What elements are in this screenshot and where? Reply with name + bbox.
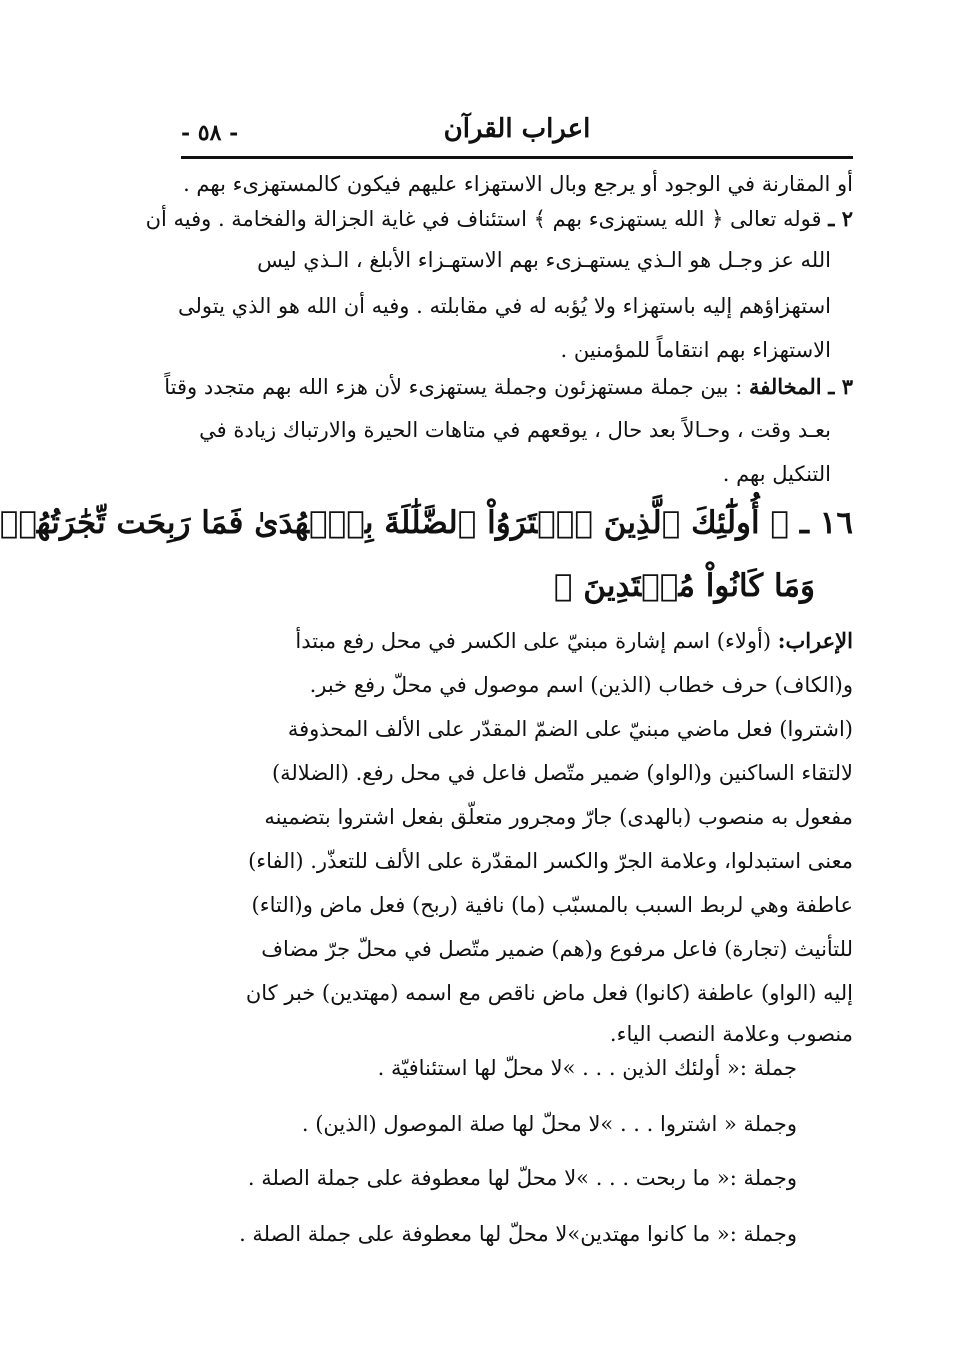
page-number: - ٥٨ - [181,120,239,146]
point2-line4: الاستهزاء بهم انتقاماً للمؤمنين . [560,338,831,362]
irab-line9: إليه (الواو) عاطفة (كانوا) فعل ماض ناقص مع اسمه (مهتدين) خبر كان [245,981,853,1005]
jumla-1: جملة :« أولئك الذين . . . »لا محلّ لها استئنافيّة . [377,1056,797,1080]
irab-line3: (اشتروا) فعل ماضي مبنيّ على الضمّ المقدّر على الألف المحذوفة [287,717,853,741]
jumla-2: وجملة « اشتروا . . . »لا محلّ لها صلة الموصول (الذين) . [301,1112,797,1136]
irab-line7: عاطفة وهي لربط السبب بالمسبّب (ما) نافية (ربح) فعل ماض و(التاء) [251,893,853,917]
point3-line3: التنكيل بهم . [722,462,831,486]
point3-text-1: : بين جملة مستهزئون وجملة يستهزىء لأن هزء الله بهم متجدد وقتاً [164,375,743,399]
verse-text-1: ﴿ أُولَٰٓئِكَ ٱلَّذِينَ ٱشۡتَرَوُاْ ٱلضَّلَٰلَةَ بِٱلۡهُدَىٰ فَمَا رَبِحَت تِّجَٰرَتُهُمۡ [0,505,790,541]
point3-keyword: المخالفة [748,374,822,399]
book-title: اعراب القرآن [443,114,591,144]
irab-line1 [165,628,853,653]
jumla-3: وجملة :« ما ربحت . . . »لا محلّ لها معطوفة على جملة الصلة . [247,1166,797,1190]
irab-line8: للتأنيث (تجارة) فاعل مرفوع و(هم) ضمير متّصل في محلّ جرّ مضاف [261,937,853,961]
point3-number: ٣ ـ [828,374,853,399]
intro-line: أو المقارنة في الوجود أو يرجع وبال الاستهزاء عليهم فيكون كالمستهزىء بهم . [183,172,853,196]
irab-line10: منصوب وعلامة النصب الياء. [609,1022,853,1046]
irab-line2: و(الكاف) حرف خطاب (الذين) اسم موصول في محلّ رفع خبر. [309,673,853,697]
jumla-4: وجملة :« ما كانوا مهتدين»لا محلّ لها معطوفة على جملة الصلة . [239,1222,797,1246]
point2-text-1: قوله تعالى ﴿ الله يستهزىء بهم ﴾ استئناف في غاية الجزالة والفخامة . وفيه أن [145,207,822,231]
irab-line6: معنى استبدلوا، وعلامة الجرّ والكسر المقدّرة على الألف للتعذّر. (الفاء) [248,849,853,873]
point2-line3: استهزاؤهم إليه باستهزاء ولا يُؤبه له في مقابلته . وفيه أن الله هو الذي يتولى [178,294,831,318]
verse-line2: وَمَا كَانُواْ مُهۡتَدِينَ ﴾ [553,568,815,604]
irab-text-1: (أولاء) اسم إشارة مبنيّ على الكسر في محل رفع مبتدأ [295,629,772,653]
verse-number: ١٦ ـ [799,505,853,541]
page-header [181,112,853,159]
verse-line1 [0,505,853,541]
point3-line2: بعـد وقت ، وحـالاً بعد حال ، يوقعهم في متاهات الحيرة والارتباك زيادة في [199,418,831,442]
point3-line1 [165,374,853,399]
point2-line2: الله عز وجـل هو الـذي يستهـزىء بهم الاستهـزاء الأبلغ ، الـذي ليس [257,248,831,272]
point2-line1 [145,206,853,231]
irab-line5: مفعول به منصوب (بالهدى) جارّ ومجرور متعلّق بفعل اشتروا بتضمينه [264,805,853,829]
irab-line4: لالتقاء الساكنين و(الواو) ضمير متّصل فاعل في محل رفع. (الضلالة) [271,761,853,785]
irab-label: الإعراب: [777,628,853,653]
point2-number: ٢ ـ [828,206,853,231]
